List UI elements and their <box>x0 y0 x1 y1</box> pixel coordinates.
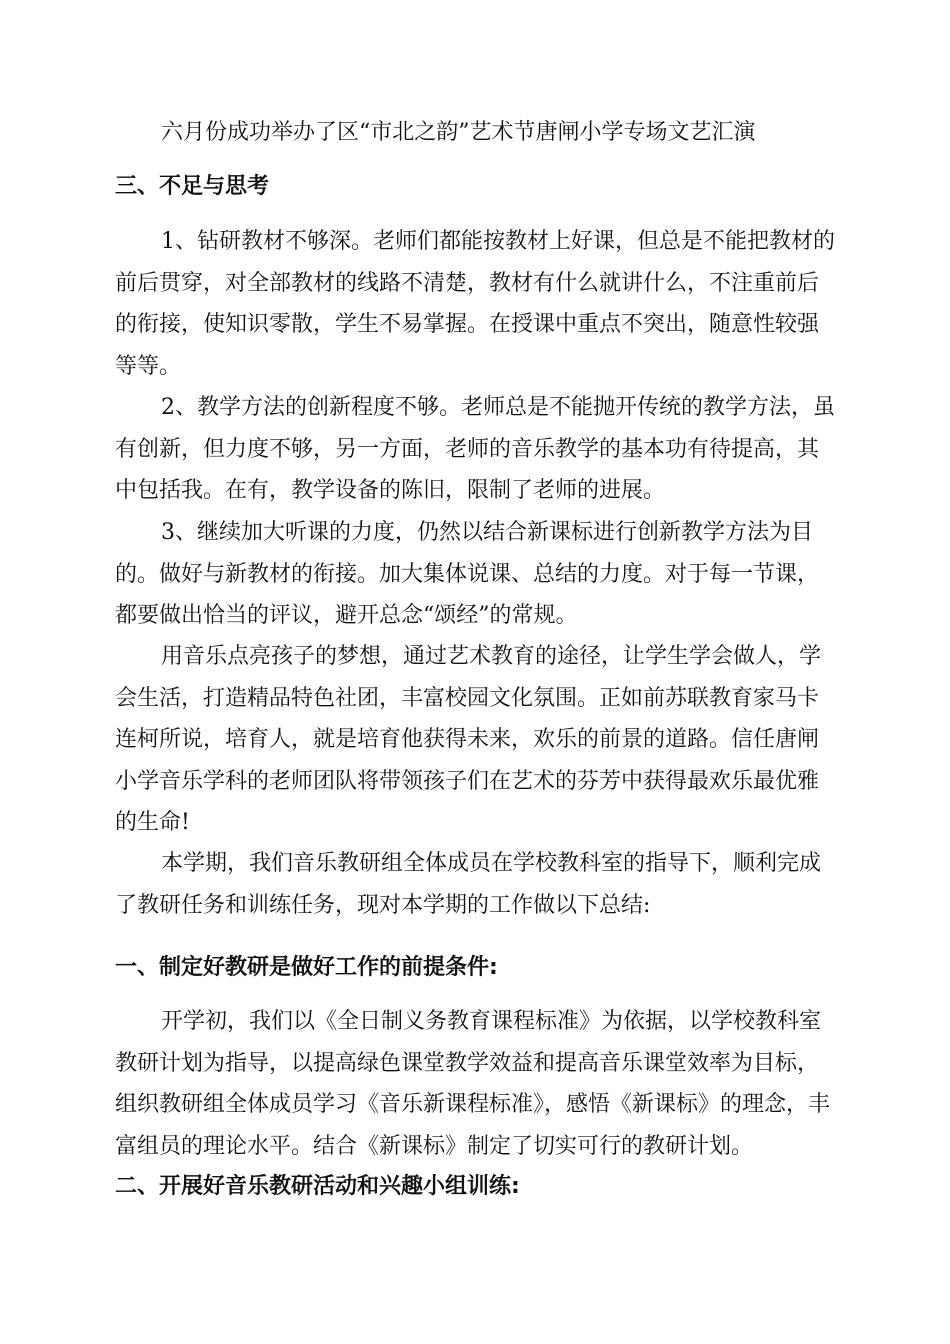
paragraph-plan: 开学初，我们以《全日制义务教育课程标准》为依据，以学校教科室教研计划为指导，以提高绿色课堂教学效益和提高音乐课堂效率为目标，组织教研组全体成员学习《音乐新课程标准》，感悟《新课标》的理念，丰富组员的理论水平。结合《新课标》制定了切实可行的教研计划。 <box>115 1009 831 1159</box>
paragraph-point-1: 1、钻研教材不够深。老师们都能按教材上好课，但总是不能把教材的前后贯穿，对全部教材的线路不清楚，教材有什么就讲什么，不注重前后的衔接，使知识零散，学生不易掌握。在授课中重点不突出，随意性较强等等。 <box>115 229 835 379</box>
heading-shortcomings: 三、不足与思考 <box>115 174 270 199</box>
paragraph-point-2: 2、教学方法的创新程度不够。老师总是不能抛开传统的教学方法，虽有创新，但力度不够，另一方面，老师的音乐教学的基本功有待提高，其中包括我。在有，教学设备的陈旧，限制了老师的进展。 <box>115 395 835 503</box>
heading-section-1: 一、制定好教研是做好工作的前提条件: <box>115 955 498 980</box>
paragraph-semester-summary: 本学期，我们音乐教研组全体成员在学校教科室的指导下，顺利完成了教研任务和训练任务，现对本学期的工作做以下总结: <box>115 851 822 918</box>
paragraph-art-festival: 六月份成功举办了区“市北之韵”艺术节唐闸小学专场文艺汇演 <box>161 120 756 145</box>
heading-section-2: 二、开展好音乐教研活动和兴趣小组训练: <box>115 1174 520 1199</box>
paragraph-point-3: 3、继续加大听课的力度，仍然以结合新课标进行创新教学方法为目的。做好与新教材的衔接。加大集体说课、总结的力度。对于每一节课，都要做出恰当的评议，避开总念“颂经”的常规。 <box>115 520 820 628</box>
paragraph-music-dream: 用音乐点亮孩子的梦想，通过艺术教育的途径，让学生学会做人，学会生活，打造精品特色社团，丰富校园文化氛围。正如前苏联教育家马卡连柯所说，培育人，就是培育他获得未来，欢乐的前景的道路。信任唐闸小学音乐学科的老师团队将带领孩子们在艺术的芬芳中获得最欢乐最优雅的生命! <box>115 644 822 835</box>
